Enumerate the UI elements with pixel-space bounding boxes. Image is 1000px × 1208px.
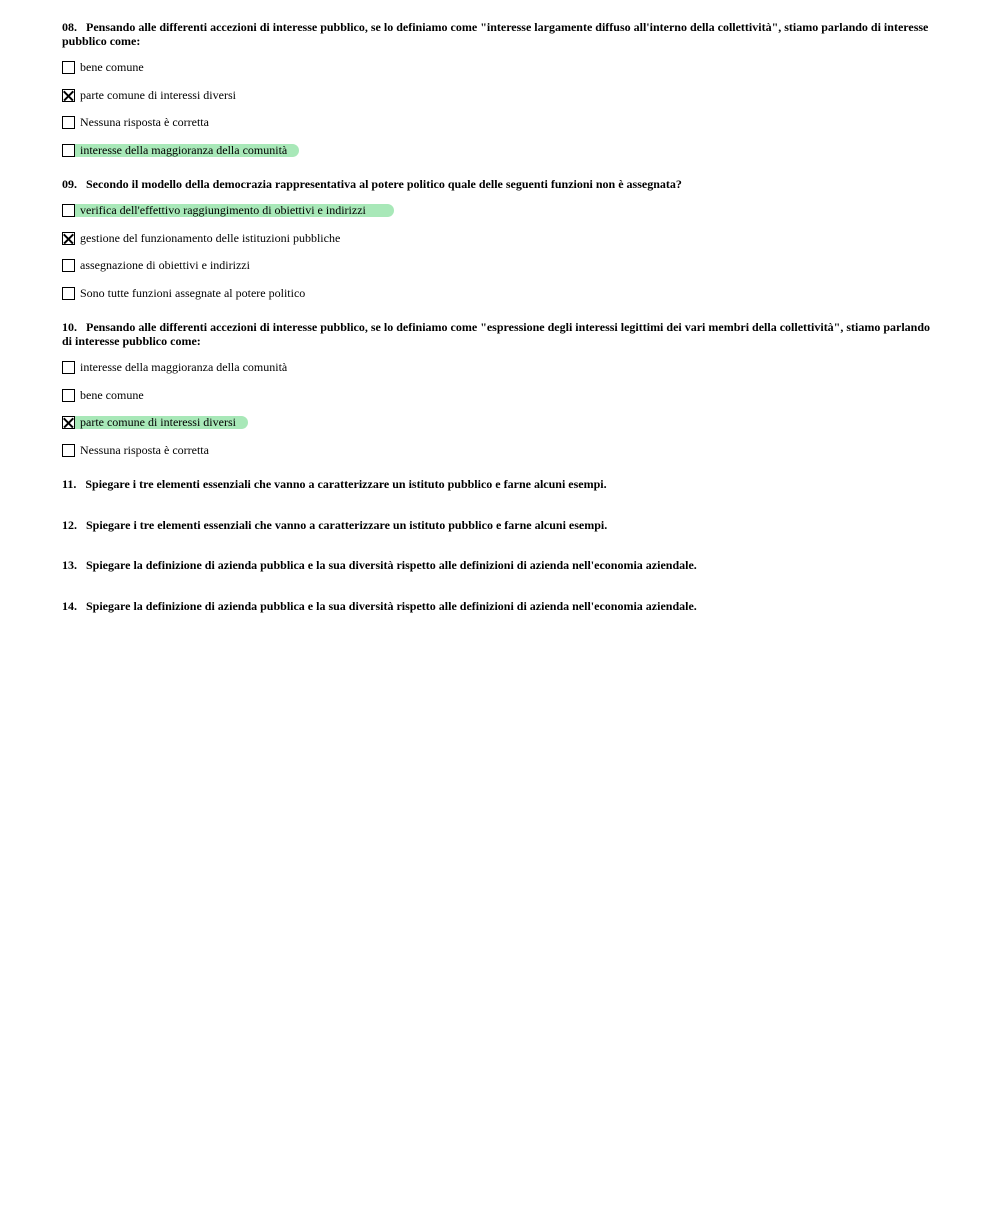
checkbox-empty[interactable] <box>62 361 75 374</box>
open-question-13 <box>62 558 940 599</box>
question-text: 08. Pensando alle differenti accezioni di interesse pubblico, se lo definiamo come "interesse largamente diffuso all'interno della collettività", stiamo parlando di interesse pubblico come: <box>62 20 929 48</box>
options-list <box>62 354 940 464</box>
question-text: 14. Spiegare la definizione di azienda pubblica e la sua diversità rispetto alle definizioni di azienda nell'economia aziendale. <box>62 598 697 613</box>
question-text: 13. Spiegare la definizione di azienda pubblica e la sua diversità rispetto alle definizioni di azienda nell'economia aziendale. <box>62 558 697 572</box>
option-item[interactable] <box>62 382 940 410</box>
option-item[interactable] <box>62 137 940 165</box>
option-item[interactable] <box>62 280 940 308</box>
option-label: interesse della maggioranza della comunità <box>80 360 288 375</box>
checkbox-checked[interactable] <box>62 89 75 102</box>
question-number: 12. <box>62 517 77 532</box>
option-label: gestione del funzionamento delle istituzioni pubbliche <box>80 230 341 245</box>
correct-answer-highlight: verifica dell'effettivo raggiungimento di obiettivi e indirizzi <box>75 204 394 217</box>
option-item[interactable] <box>62 409 940 437</box>
option-label: bene comune <box>80 60 144 75</box>
option-item[interactable] <box>62 437 940 465</box>
open-question-12 <box>62 518 940 559</box>
checkbox-empty[interactable] <box>62 144 75 157</box>
checkbox-empty[interactable] <box>62 287 75 300</box>
question-08 <box>62 20 940 164</box>
option-label: parte comune di interessi diversi <box>80 87 236 102</box>
question-text: 12. Spiegare i tre elementi essenziali che vanno a caratterizzare un istituto pubblico e farne alcuni esempi. <box>62 517 608 532</box>
question-text: 09. Secondo il modello della democrazia rappresentativa al potere politico quale delle seguenti funzioni non è assegnata? <box>62 177 682 191</box>
option-item[interactable] <box>62 82 940 110</box>
option-item[interactable] <box>62 197 940 225</box>
question-10 <box>62 320 940 464</box>
option-label: assegnazione di obiettivi e indirizzi <box>80 258 250 273</box>
option-label: Sono tutte funzioni assegnate al potere politico <box>80 285 306 300</box>
options-list <box>62 54 940 164</box>
question-text: 11. Spiegare i tre elementi essenziali che vanno a caratterizzare un istituto pubblico e farne alcuni esempi. <box>62 477 607 491</box>
open-question-11 <box>62 477 940 518</box>
option-item[interactable] <box>62 252 940 280</box>
quiz-page <box>62 20 940 639</box>
option-label: Nessuna risposta è corretta <box>80 442 209 457</box>
options-list <box>62 197 940 307</box>
option-item[interactable] <box>62 109 940 137</box>
question-text: 10. Pensando alle differenti accezioni di interesse pubblico, se lo definiamo come "espressione degli interessi legittimi dei vari membri della collettività", stiamo parlando di interesse pubblico come: <box>62 320 931 348</box>
checkbox-empty[interactable] <box>62 389 75 402</box>
checkbox-checked[interactable] <box>62 416 75 429</box>
question-number: 13. <box>62 558 77 572</box>
question-number: 10. <box>62 320 77 334</box>
question-number: 14. <box>62 598 77 613</box>
option-item[interactable] <box>62 225 940 253</box>
correct-answer-highlight: parte comune di interessi diversi <box>75 416 248 429</box>
question-09 <box>62 177 940 307</box>
checkbox-checked[interactable] <box>62 232 75 245</box>
option-item[interactable] <box>62 54 940 82</box>
checkbox-empty[interactable] <box>62 116 75 129</box>
option-label: Nessuna risposta è corretta <box>80 115 209 130</box>
checkbox-empty[interactable] <box>62 259 75 272</box>
question-number: 09. <box>62 177 77 191</box>
checkbox-empty[interactable] <box>62 204 75 217</box>
open-question-14 <box>62 599 940 640</box>
checkbox-empty[interactable] <box>62 444 75 457</box>
option-label: bene comune <box>80 387 144 402</box>
correct-answer-highlight: interesse della maggioranza della comunità <box>75 144 299 157</box>
option-item[interactable] <box>62 354 940 382</box>
question-number: 08. <box>62 20 77 34</box>
question-number: 11. <box>62 477 77 491</box>
checkbox-empty[interactable] <box>62 61 75 74</box>
